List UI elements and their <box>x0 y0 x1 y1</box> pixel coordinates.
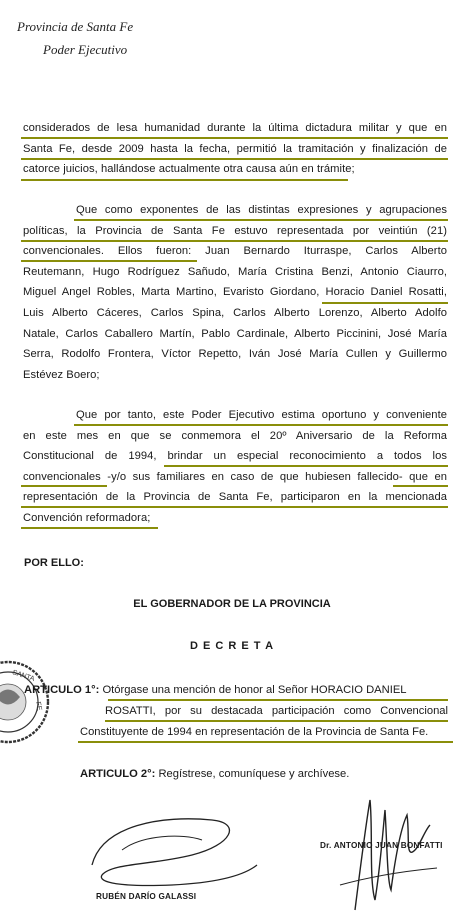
highlight-underline <box>74 424 448 426</box>
paragraph-line: Miguel Angel Robles, Marta Martino, Evaristo Giordano, Horacio Daniel Rosatti, <box>23 286 447 299</box>
highlight-underline <box>21 158 448 160</box>
article-1-line-3: Constituyente de 1994 en representación de la Provincia de Santa Fe. <box>80 726 429 738</box>
article-1 <box>24 680 450 701</box>
highlight-underline <box>21 485 107 487</box>
paragraph-line: en este mes en que se conmemora el 20º Aniversario de la Reforma <box>23 429 447 442</box>
paragraph-line: Constitucional de 1994, brindar un especial reconocimiento a todos los <box>23 450 447 463</box>
header-executive: Poder Ejecutivo <box>43 42 128 57</box>
svg-text:SANTA: SANTA <box>11 669 36 683</box>
article-1-line-2: ROSATTI, por su destacada participación como Convencional <box>105 705 448 717</box>
svg-text:FE: FE <box>34 701 43 712</box>
paragraph-2 <box>23 200 447 385</box>
signature-name-right: Dr. ANTONIO JUAN BONFATTI <box>320 841 443 850</box>
paragraph-line: Santa Fe, desde 2009 hasta la fecha, permitió la tramitación y finalización de <box>23 142 447 155</box>
highlight-underline <box>393 485 448 487</box>
article-1-line: Otórgase una mención de honor al Señor HORACIO DANIEL <box>102 684 407 696</box>
official-seal <box>0 652 60 752</box>
highlight-underline <box>21 240 448 242</box>
highlight-underline <box>74 219 448 221</box>
paragraph-line: considerados de lesa humanidad durante la última dictadura militar y que en <box>23 122 447 134</box>
highlight-underline <box>322 302 448 304</box>
paragraph-line: Que como exponentes de las distintas expresiones y agrupaciones <box>76 204 447 216</box>
paragraph-line: políticas, la Provincia de Santa Fe estuvo representada por veintiún (21) <box>23 224 447 237</box>
signature-name-left: RUBÉN DARÍO GALASSI <box>96 892 197 901</box>
paragraph-line: Convención reformadora; <box>23 511 151 524</box>
highlight-underline <box>21 137 448 139</box>
paragraph-line: Serra, Rodolfo Frontera, Víctor Repetto, Iván José María Cullen y Guillermo <box>23 348 447 361</box>
decreta-heading: D E C R E T A <box>189 640 275 652</box>
article-2 <box>80 764 349 785</box>
signature-left <box>82 805 272 895</box>
paragraph-line: Reutemann, Hugo Rodríguez Sañudo, María Cristina Benzi, Antonio Ciaurro, <box>23 265 447 278</box>
header-province: Provincia de Santa Fe <box>17 19 134 34</box>
highlight-underline <box>21 527 158 529</box>
paragraph-line: catorce juicios, hallándose actualmente otra causa aún en trámite; <box>23 163 355 176</box>
paragraph-line: representación de la Provincia de Santa Fe, participaron en la mencionada <box>23 491 447 504</box>
paragraph-line: Luis Alberto Cáceres, Carlos Spina, Carlos Alberto Lorenzo, Alberto Adolfo <box>23 306 447 319</box>
signature-right <box>325 790 445 920</box>
highlight-underline <box>21 506 448 508</box>
article-2-text: Regístrese, comuníquese y archívese. <box>158 768 350 780</box>
paragraph-line: convencionales. Ellos fueron: Juan Bernardo Iturraspe, Carlos Alberto <box>23 245 447 258</box>
highlight-underline <box>21 260 197 262</box>
highlight-underline <box>21 179 348 181</box>
paragraph-line: Que por tanto, este Poder Ejecutivo estima oportuno y conveniente <box>76 409 447 421</box>
article-2-label: ARTICULO 2°: <box>80 768 156 780</box>
highlight-underline <box>164 465 448 467</box>
paragraph-line: Natale, Carlos Caballero Martín, Pablo Cardinale, Alberto Piccinini, José María <box>23 327 447 340</box>
article-1-label: ARTICULO 1°: <box>24 684 100 696</box>
por-ello-heading: POR ELLO: <box>24 557 84 569</box>
governor-heading: EL GOBERNADOR DE LA PROVINCIA <box>133 598 331 610</box>
paragraph-line: convencionales -y/o sus familiares en caso de que hubiesen fallecido- que en <box>23 470 447 483</box>
paragraph-line: Estévez Boero; <box>23 368 100 381</box>
paragraph-1 <box>23 118 447 180</box>
